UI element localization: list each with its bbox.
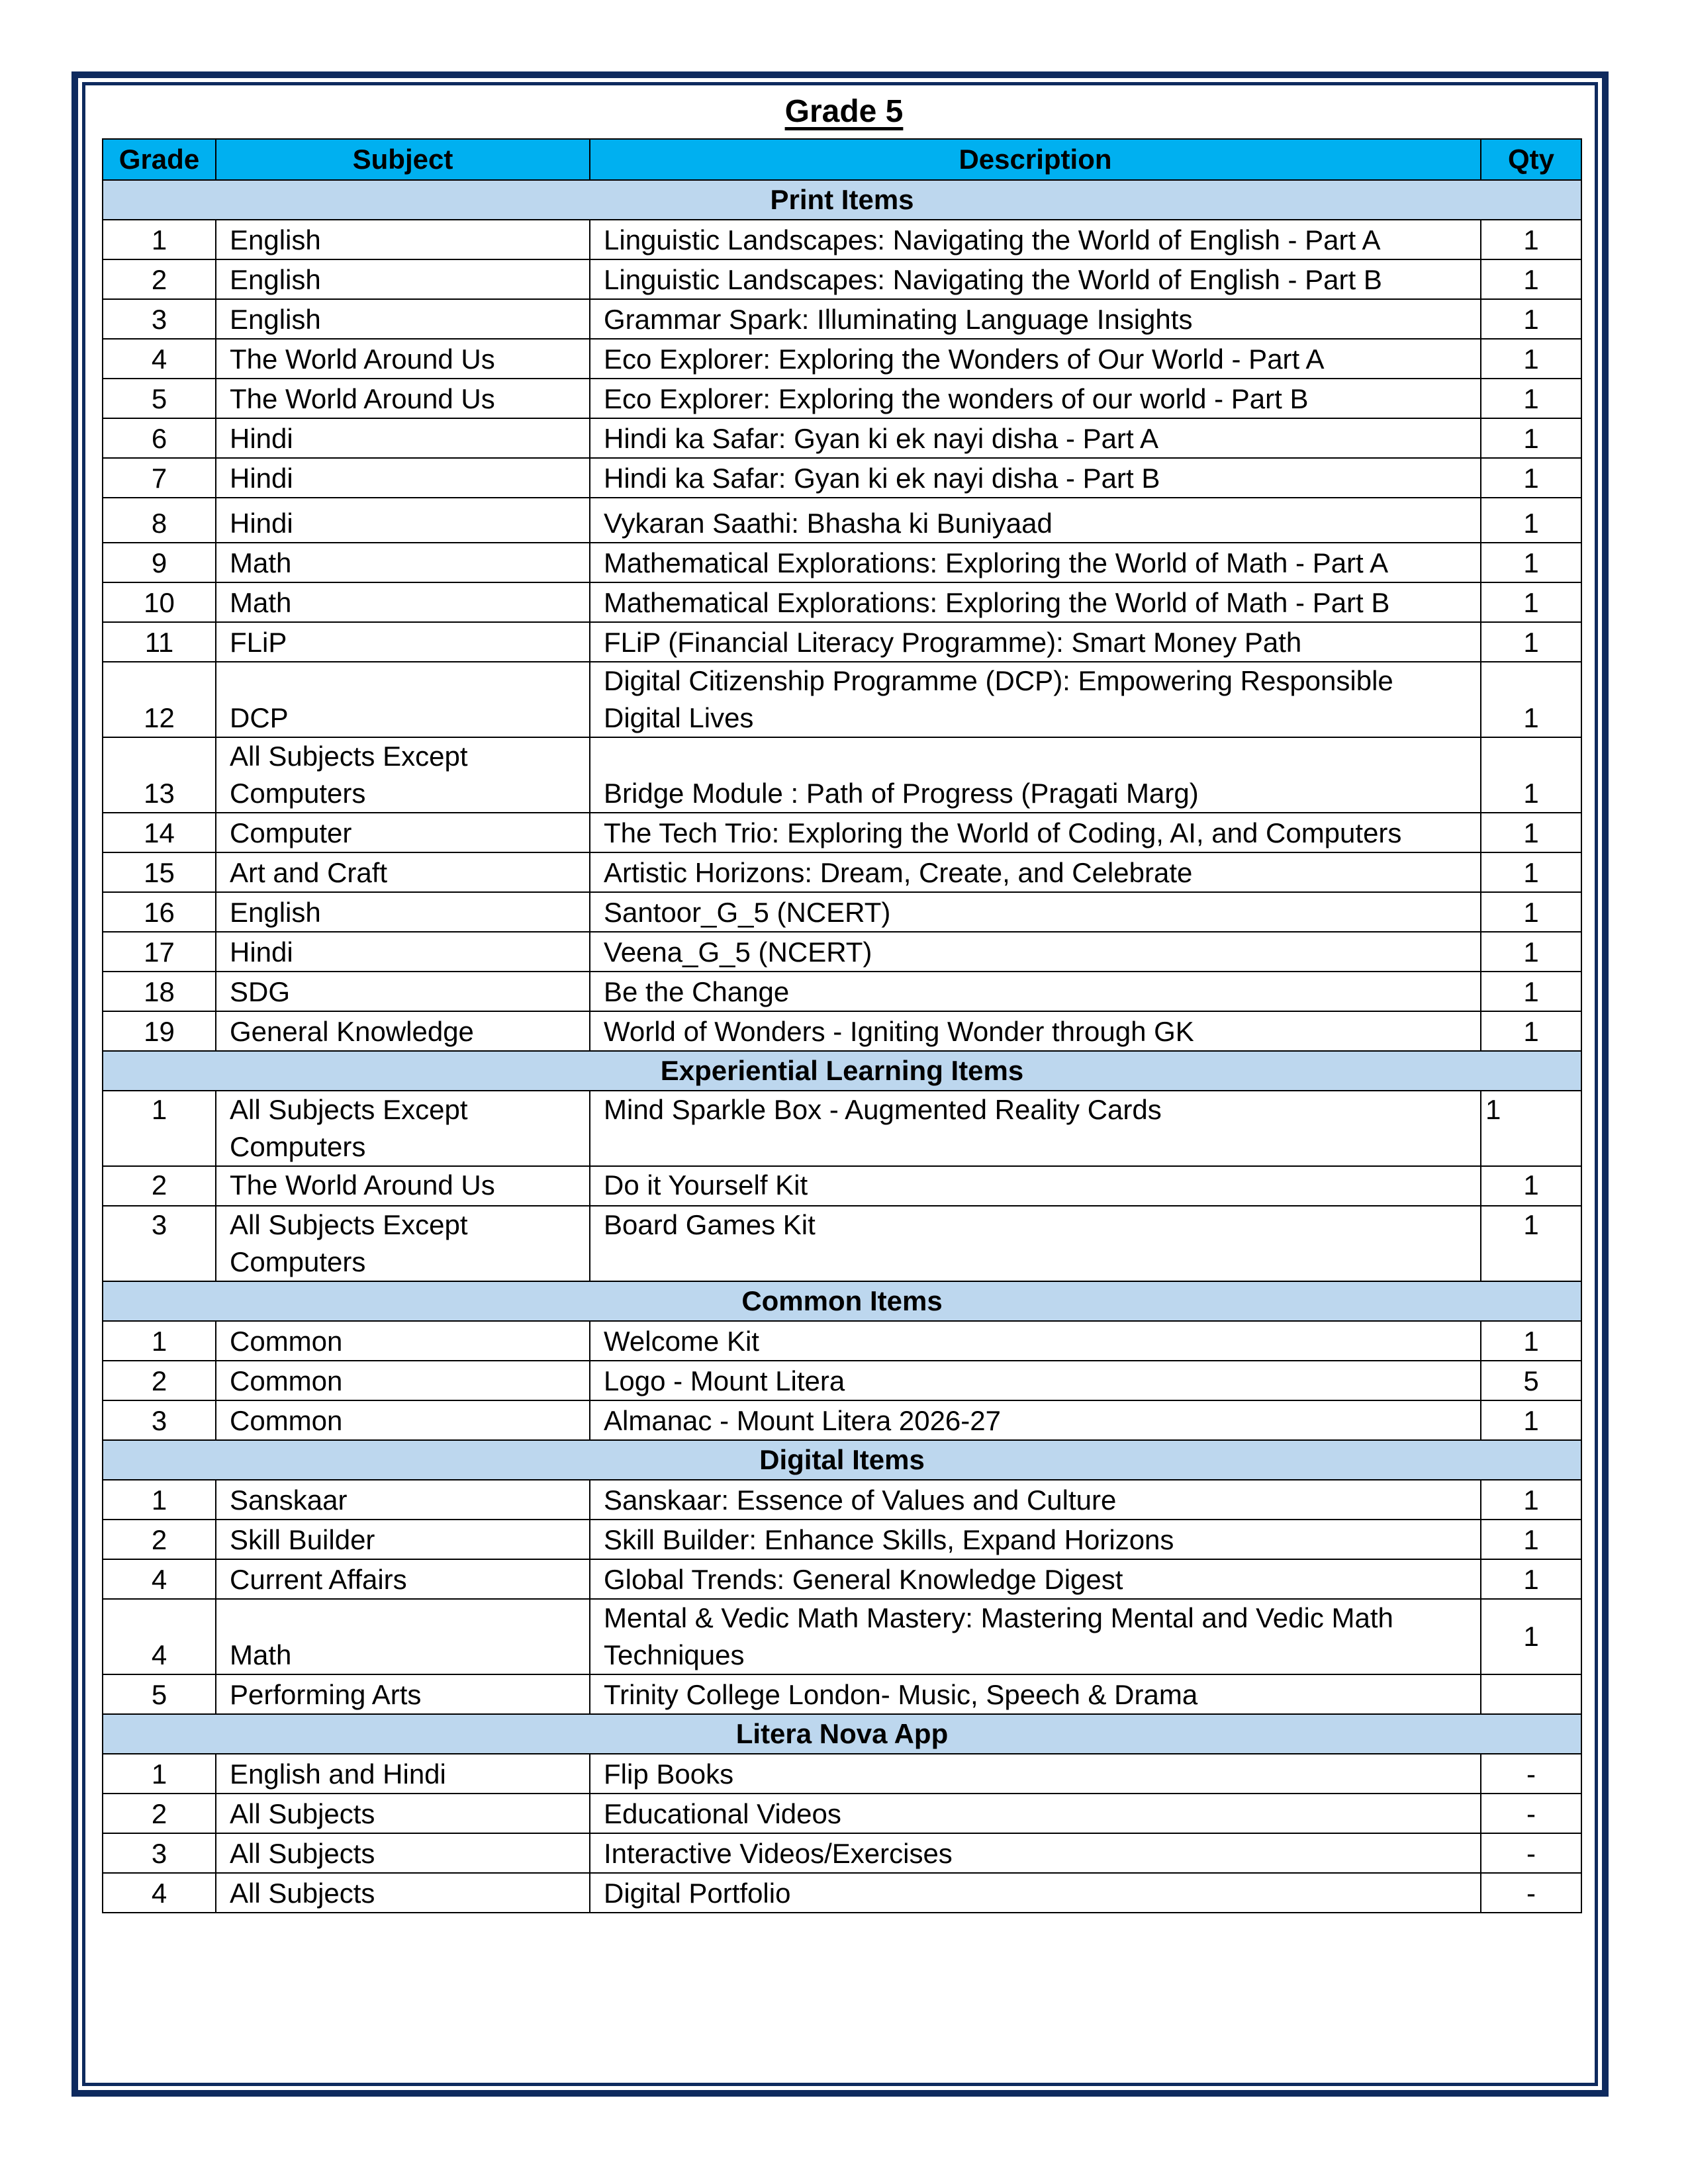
row-number: 7	[103, 458, 216, 498]
row-description: Artistic Horizons: Dream, Create, and Celebrate	[590, 852, 1481, 892]
row-subject: Math	[216, 1599, 590, 1674]
row-qty: 1	[1481, 737, 1581, 813]
row-number: 4	[103, 1599, 216, 1674]
row-qty: 1	[1481, 582, 1581, 622]
row-description: Mind Sparkle Box - Augmented Reality Cards	[590, 1091, 1481, 1166]
row-description: Welcome Kit	[590, 1321, 1481, 1361]
row-number: 11	[103, 622, 216, 662]
row-description: Mathematical Explorations: Exploring the World of Math - Part B	[590, 582, 1481, 622]
row-description: Mathematical Explorations: Exploring the World of Math - Part A	[590, 543, 1481, 582]
row-qty: 1	[1481, 458, 1581, 498]
row-description: Board Games Kit	[590, 1206, 1481, 1281]
row-number: 1	[103, 220, 216, 259]
table-row	[103, 1754, 1581, 1794]
row-number: 2	[103, 1361, 216, 1400]
table-row	[103, 1833, 1581, 1873]
table-row	[103, 498, 1581, 543]
row-number: 18	[103, 972, 216, 1011]
table-row	[103, 1873, 1581, 1913]
table-row	[103, 1794, 1581, 1833]
section-header-print	[103, 180, 1581, 220]
row-subject: Common	[216, 1321, 590, 1361]
row-subject: Current Affairs	[216, 1559, 590, 1599]
row-qty: 1	[1481, 418, 1581, 458]
row-number: 17	[103, 932, 216, 972]
row-subject: English	[216, 259, 590, 299]
row-subject: Math	[216, 543, 590, 582]
row-number: 4	[103, 339, 216, 379]
section-title: Digital Items	[103, 1440, 1581, 1480]
row-subject: All Subjects	[216, 1833, 590, 1873]
row-number: 14	[103, 813, 216, 852]
table-row	[103, 852, 1581, 892]
row-number: 1	[103, 1480, 216, 1520]
row-qty: 1	[1481, 1400, 1581, 1440]
row-description: Skill Builder: Enhance Skills, Expand Horizons	[590, 1520, 1481, 1559]
row-number: 4	[103, 1559, 216, 1599]
row-qty: 1	[1481, 1091, 1581, 1166]
row-qty: -	[1481, 1754, 1581, 1794]
row-subject: English and Hindi	[216, 1754, 590, 1794]
row-qty: 1	[1481, 1520, 1581, 1559]
row-subject: Hindi	[216, 498, 590, 543]
row-qty: 1	[1481, 892, 1581, 932]
row-qty: 5	[1481, 1361, 1581, 1400]
section-header-nova	[103, 1714, 1581, 1754]
row-subject: Performing Arts	[216, 1674, 590, 1714]
row-number: 3	[103, 299, 216, 339]
row-qty: 1	[1481, 543, 1581, 582]
table-row	[103, 737, 1581, 813]
table-row	[103, 622, 1581, 662]
row-qty: 1	[1481, 1166, 1581, 1206]
row-qty: 1	[1481, 339, 1581, 379]
table-row	[103, 932, 1581, 972]
row-subject: Hindi	[216, 458, 590, 498]
row-description: Logo - Mount Litera	[590, 1361, 1481, 1400]
row-number: 5	[103, 1674, 216, 1714]
row-number: 3	[103, 1206, 216, 1281]
row-qty: -	[1481, 1833, 1581, 1873]
row-number: 3	[103, 1400, 216, 1440]
row-subject: DCP	[216, 662, 590, 737]
row-description: Educational Videos	[590, 1794, 1481, 1833]
table-row	[103, 379, 1581, 418]
row-number: 12	[103, 662, 216, 737]
row-qty: 1	[1481, 259, 1581, 299]
row-description: Almanac - Mount Litera 2026-27	[590, 1400, 1481, 1440]
row-description: Bridge Module : Path of Progress (Pragati Marg)	[590, 737, 1481, 813]
header-subject: Subject	[216, 139, 590, 180]
row-number: 10	[103, 582, 216, 622]
row-number: 1	[103, 1091, 216, 1166]
row-number: 13	[103, 737, 216, 813]
row-description: Mental & Vedic Math Mastery: Mastering Mental and Vedic Math Techniques	[590, 1599, 1481, 1674]
row-qty: 1	[1481, 813, 1581, 852]
row-qty: 1	[1481, 852, 1581, 892]
row-number: 2	[103, 1794, 216, 1833]
row-number: 1	[103, 1321, 216, 1361]
row-number: 15	[103, 852, 216, 892]
row-subject: All Subjects Except Computers	[216, 737, 590, 813]
row-subject: General Knowledge	[216, 1011, 590, 1051]
row-number: 2	[103, 1520, 216, 1559]
row-qty: 1	[1481, 622, 1581, 662]
table-row	[103, 458, 1581, 498]
row-subject: All Subjects	[216, 1873, 590, 1913]
row-qty: 1	[1481, 1559, 1581, 1599]
table-row	[103, 1520, 1581, 1559]
table-row	[103, 259, 1581, 299]
table-row	[103, 1599, 1581, 1674]
row-description: Eco Explorer: Exploring the Wonders of Our World - Part A	[590, 339, 1481, 379]
row-qty: 1	[1481, 1011, 1581, 1051]
row-number: 2	[103, 259, 216, 299]
row-description: Vykaran Saathi: Bhasha ki Buniyaad	[590, 498, 1481, 543]
row-qty: 1	[1481, 1206, 1581, 1281]
row-description: Linguistic Landscapes: Navigating the World of English - Part B	[590, 259, 1481, 299]
page-title	[0, 91, 1688, 132]
table-header-row	[103, 139, 1581, 180]
row-subject: Math	[216, 582, 590, 622]
row-subject: Sanskaar	[216, 1480, 590, 1520]
row-subject: Hindi	[216, 418, 590, 458]
row-subject: All Subjects Except Computers	[216, 1091, 590, 1166]
section-title: Common Items	[103, 1281, 1581, 1321]
row-number: 4	[103, 1873, 216, 1913]
row-description: Sanskaar: Essence of Values and Culture	[590, 1480, 1481, 1520]
table-row	[103, 1011, 1581, 1051]
section-title: Print Items	[103, 180, 1581, 220]
row-description: World of Wonders - Igniting Wonder through GK	[590, 1011, 1481, 1051]
row-subject: Art and Craft	[216, 852, 590, 892]
row-subject: English	[216, 220, 590, 259]
row-subject: All Subjects Except Computers	[216, 1206, 590, 1281]
row-description: Santoor_G_5 (NCERT)	[590, 892, 1481, 932]
row-subject: SDG	[216, 972, 590, 1011]
row-description: The Tech Trio: Exploring the World of Coding, AI, and Computers	[590, 813, 1481, 852]
row-description: Veena_G_5 (NCERT)	[590, 932, 1481, 972]
table-row	[103, 1674, 1581, 1714]
row-description: Linguistic Landscapes: Navigating the World of English - Part A	[590, 220, 1481, 259]
section-title: Experiential Learning Items	[103, 1051, 1581, 1091]
row-number: 2	[103, 1166, 216, 1206]
table-row	[103, 1321, 1581, 1361]
row-description: Flip Books	[590, 1754, 1481, 1794]
table-row	[103, 543, 1581, 582]
table-row	[103, 1166, 1581, 1206]
table-row	[103, 1480, 1581, 1520]
row-subject: Computer	[216, 813, 590, 852]
row-subject: English	[216, 892, 590, 932]
header-grade: Grade	[103, 139, 216, 180]
row-qty: 1	[1481, 299, 1581, 339]
row-number: 9	[103, 543, 216, 582]
row-subject: The World Around Us	[216, 1166, 590, 1206]
table-row	[103, 1206, 1581, 1281]
items-table	[102, 138, 1582, 1913]
row-qty: 1	[1481, 662, 1581, 737]
row-description: Hindi ka Safar: Gyan ki ek nayi disha - Part A	[590, 418, 1481, 458]
table-row	[103, 582, 1581, 622]
header-description: Description	[590, 139, 1481, 180]
row-qty: 1	[1481, 932, 1581, 972]
row-number: 19	[103, 1011, 216, 1051]
section-header-digital	[103, 1440, 1581, 1480]
row-subject: Common	[216, 1361, 590, 1400]
row-number: 1	[103, 1754, 216, 1794]
row-description: Digital Portfolio	[590, 1873, 1481, 1913]
page-title-text: Grade 5	[784, 94, 904, 129]
table-row	[103, 813, 1581, 852]
row-qty: 1	[1481, 972, 1581, 1011]
row-description: Grammar Spark: Illuminating Language Insights	[590, 299, 1481, 339]
row-number: 6	[103, 418, 216, 458]
row-subject: English	[216, 299, 590, 339]
row-description: Global Trends: General Knowledge Digest	[590, 1559, 1481, 1599]
row-qty	[1481, 1674, 1581, 1714]
section-header-experiential	[103, 1051, 1581, 1091]
table-row	[103, 972, 1581, 1011]
table-row	[103, 892, 1581, 932]
row-subject: Common	[216, 1400, 590, 1440]
row-subject: The World Around Us	[216, 339, 590, 379]
row-qty: 1	[1481, 1599, 1581, 1674]
row-qty: 1	[1481, 220, 1581, 259]
row-description: Eco Explorer: Exploring the wonders of our world - Part B	[590, 379, 1481, 418]
section-header-common	[103, 1281, 1581, 1321]
row-qty: 1	[1481, 1321, 1581, 1361]
row-number: 5	[103, 379, 216, 418]
table-row	[103, 1559, 1581, 1599]
table-row	[103, 418, 1581, 458]
table-row	[103, 662, 1581, 737]
row-subject: The World Around Us	[216, 379, 590, 418]
row-description: Trinity College London- Music, Speech & Drama	[590, 1674, 1481, 1714]
row-qty: 1	[1481, 498, 1581, 543]
row-qty: -	[1481, 1794, 1581, 1833]
section-title: Litera Nova App	[103, 1714, 1581, 1754]
row-subject: Hindi	[216, 932, 590, 972]
row-description: Be the Change	[590, 972, 1481, 1011]
header-qty: Qty	[1481, 139, 1581, 180]
row-number: 3	[103, 1833, 216, 1873]
row-description: FLiP (Financial Literacy Programme): Smart Money Path	[590, 622, 1481, 662]
row-qty: 1	[1481, 379, 1581, 418]
row-subject: FLiP	[216, 622, 590, 662]
row-subject: All Subjects	[216, 1794, 590, 1833]
table-row	[103, 339, 1581, 379]
table-row	[103, 1091, 1581, 1166]
row-subject: Skill Builder	[216, 1520, 590, 1559]
row-number: 16	[103, 892, 216, 932]
row-description: Hindi ka Safar: Gyan ki ek nayi disha - Part B	[590, 458, 1481, 498]
row-number: 8	[103, 498, 216, 543]
row-description: Do it Yourself Kit	[590, 1166, 1481, 1206]
table-row	[103, 1400, 1581, 1440]
row-description: Interactive Videos/Exercises	[590, 1833, 1481, 1873]
table-row	[103, 220, 1581, 259]
row-qty: -	[1481, 1873, 1581, 1913]
row-qty: 1	[1481, 1480, 1581, 1520]
table-row	[103, 299, 1581, 339]
table-row	[103, 1361, 1581, 1400]
row-description: Digital Citizenship Programme (DCP): Empowering Responsible Digital Lives	[590, 662, 1481, 737]
